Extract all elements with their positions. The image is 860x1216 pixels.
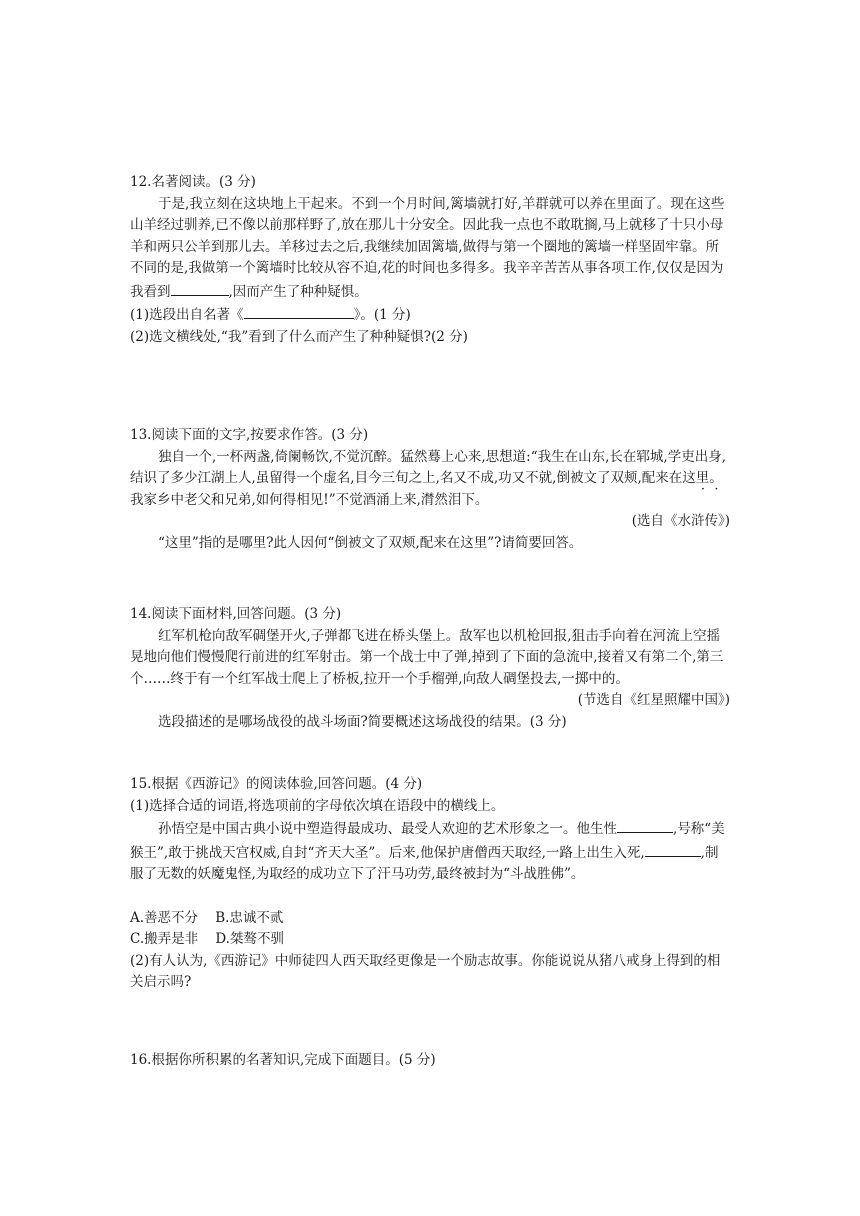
question-15-sub-2: (2)有人认为,《西游记》中师徒四人西天取经更像是一个励志故事。你能说说从猪八戒身上得到的相关启示吗? — [130, 952, 721, 990]
option-c: C.搬弄是非 — [130, 931, 199, 947]
question-14-passage: 红军机枪向敌军碉堡开火,子弹都飞进在桥头堡上。敌军也以机枪回报,狙击手向着在河流上空摇晃地向他们慢慢爬行前进的红军射击。第一个战士中了弹,掉到了下面的急流中,接着又有第二个,第三个……终于有一个红军战士爬上了桥板,拉开一个手榴弹,向敌人碉堡投去,一掷中的。 — [130, 627, 724, 687]
options-row-1 — [130, 908, 730, 930]
question-12-sub-1: (1)选段出自名著《 》。(1 分) — [130, 303, 730, 327]
question-12-passage: 于是,我立刻在这块地上干起来。不到一个月时间,篱墙就打好,羊群就可以养在里面了。现在这些山羊经过驯养,已不像以前那样野了,放在那儿十分安全。因此我一点也不敢耽搁,马上就移了十只小母羊和两只公羊到那儿去。羊移过去之后,我继续加固篱墙,做得与第一个圈地的篱墙一样坚固牢靠。所不同的是,我做第一个篱墙时比较从容不迫,花的时间也多得多。我辛辛苦苦从事各项工作,仅仅是因为我看到 ,因而产生了种种疑惧。 — [130, 195, 725, 300]
question-13-passage: 独自一个,一杯两盏,倚阑畅饮,不觉沉醉。猛然蓦上心来,思想道:“我生在山东,长在郓城,学吏出身,结识了多少江湖上人,虽留得一个虚名,目今三旬之上,名又不成,功又不就,倒被文了双颊,配来在这里。我家乡中老父和兄弟,如何得相见!”不觉酒涌上来,潸然泪下。 — [130, 448, 726, 508]
question-12 — [130, 172, 730, 348]
question-13-heading: 13.阅读下面的文字,按要求作答。(3 分) — [130, 427, 369, 443]
question-12-sub-2: (2)选文横线处,“我”看到了什么而产生了种种疑惧?(2 分) — [130, 328, 468, 345]
question-14-source: (节选自《红星照耀中国》) — [577, 692, 730, 708]
option-b: B.忠诚不贰 — [215, 909, 284, 926]
question-16-heading: 16.根据你所积累的名著知识,完成下面题目。(5 分) — [130, 1052, 436, 1068]
question-15-sub-1: (1)选择合适的词语,将选项前的字母依次填在语段中的横线上。 — [130, 797, 505, 814]
question-15 — [130, 774, 730, 994]
options-row-2 — [130, 929, 730, 951]
answer-blank[interactable] — [171, 280, 229, 296]
question-14-question: 选段描述的是哪场战役的战斗场面?简要概述这场战役的结果。(3 分) — [158, 713, 567, 730]
question-15-passage: 孙悟空是中国古典小说中塑造得最成功、最受人欢迎的艺术形象之一。他生性 ,号称“美猴王”,敢于挑战天宫权威,自封“齐天大圣”。后来,他保护唐僧西天取经,一路上出生入死, ,制服了无数的妖魔鬼怪,为取经的成功立下了汗马功劳,最终被封为“斗战胜佛”。 — [130, 817, 730, 886]
emphasis-dot-char: 这 — [682, 470, 696, 486]
option-a: A.善恶不分 — [130, 909, 199, 926]
question-15-heading: 15.根据《西游记》的阅读体验,回答问题。(4 分) — [130, 776, 423, 792]
answer-blank[interactable] — [617, 817, 673, 833]
question-13 — [130, 425, 730, 554]
question-13-question: “这里”指的是哪里?此人因何“倒被文了双颊,配来在这里”?请简要回答。 — [158, 534, 583, 551]
question-14 — [130, 604, 730, 733]
question-14-heading: 14.阅读下面材料,回答问题。(3 分) — [130, 606, 342, 622]
question-13-source: (选自《水浒传》) — [631, 513, 730, 529]
question-16 — [130, 1050, 730, 1072]
option-d: D.桀骜不驯 — [215, 931, 284, 947]
emphasis-dot-char: 里 — [695, 470, 710, 486]
answer-blank[interactable] — [645, 841, 701, 857]
question-12-heading: 12.名著阅读。(3 分) — [130, 174, 256, 190]
answer-blank[interactable] — [244, 303, 354, 319]
